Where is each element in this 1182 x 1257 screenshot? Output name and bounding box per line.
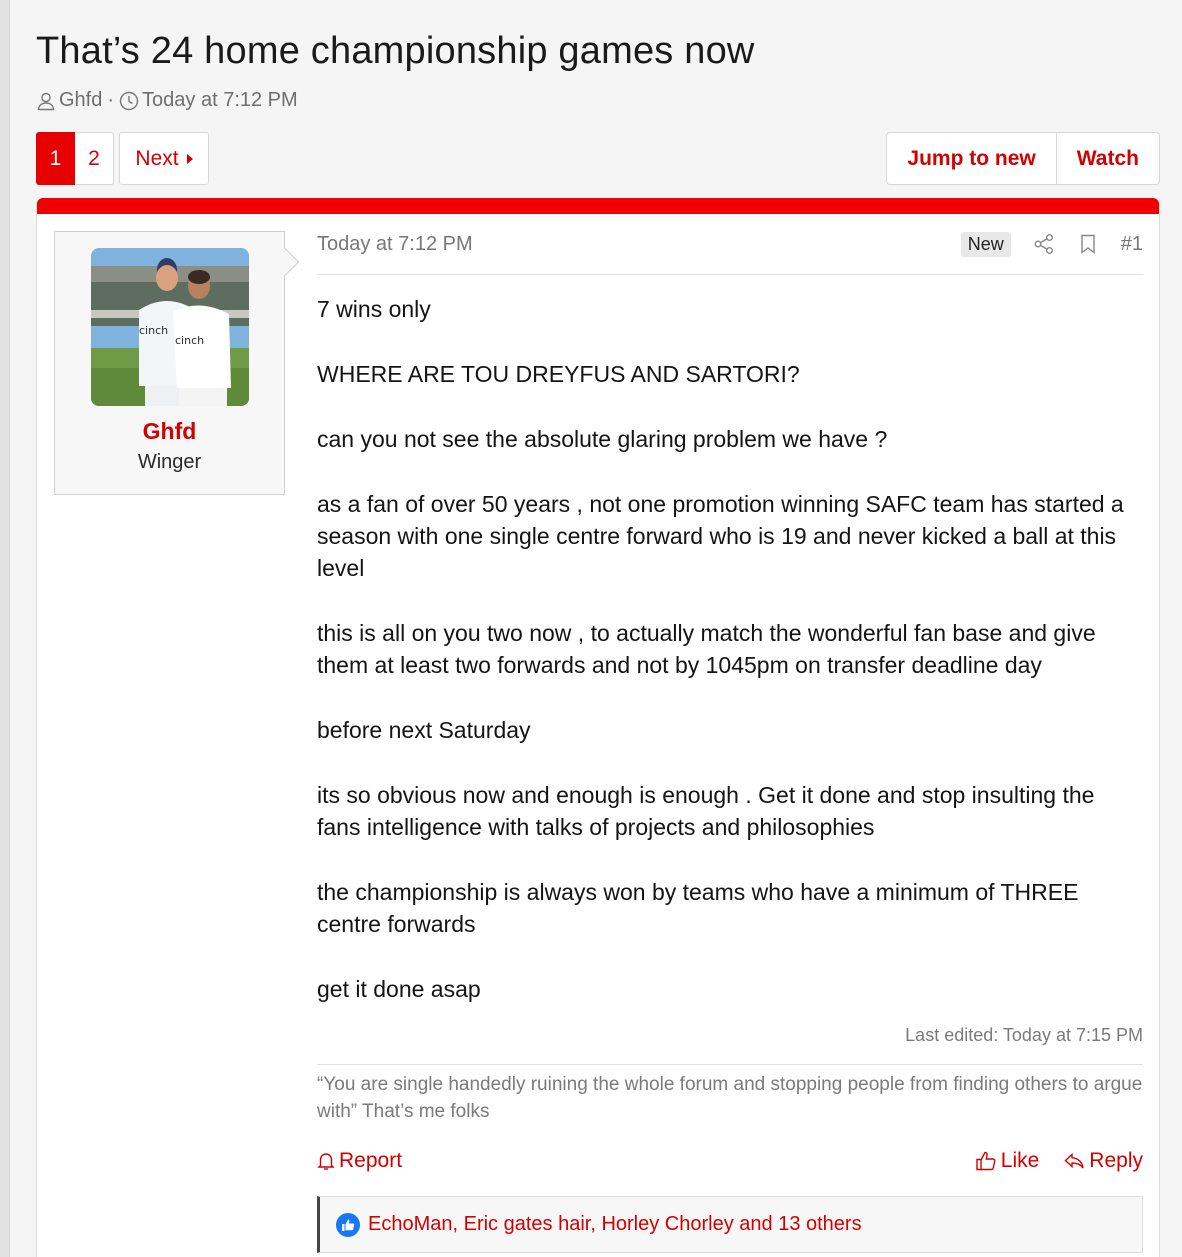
post-footer <box>317 1149 1143 1173</box>
jump-to-new-button[interactable]: Jump to new <box>907 146 1036 170</box>
bookmark-icon[interactable] <box>1077 233 1099 255</box>
reply-label: Reply <box>1089 1149 1143 1172</box>
user-title: Winger <box>137 451 202 473</box>
like-label: Like <box>1000 1149 1040 1172</box>
watch-button[interactable]: Watch <box>1056 133 1159 184</box>
reactions-list[interactable]: EchoMan, Eric gates hair, Horley Chorley and 13 others <box>368 1213 862 1235</box>
thumbs-up-icon <box>975 1150 997 1172</box>
pagination <box>36 132 209 185</box>
new-badge: New <box>961 232 1011 257</box>
user-info-panel <box>54 231 285 495</box>
share-icon[interactable] <box>1033 233 1055 255</box>
post-container <box>36 198 1160 1257</box>
clock-icon <box>119 91 139 111</box>
post-number[interactable]: #1 <box>1120 232 1143 255</box>
post-username[interactable]: Ghfd <box>142 418 197 444</box>
user-icon <box>36 91 56 111</box>
post-paragraph: get it done asap <box>317 976 481 1002</box>
reactions-bar[interactable] <box>317 1196 1143 1253</box>
post-paragraph: 7 wins only <box>317 296 431 322</box>
page-title: That’s 24 home championship games now <box>36 30 755 72</box>
thread-actions <box>886 132 1160 185</box>
like-button[interactable] <box>975 1149 1040 1173</box>
reply-icon <box>1063 1151 1085 1171</box>
svg-text:cinch: cinch <box>138 324 168 337</box>
reply-button[interactable] <box>1063 1149 1143 1173</box>
post-paragraph: can you not see the absolute glaring problem we have ? <box>317 426 888 452</box>
post-header <box>317 214 1143 275</box>
user-signature: “You are single handedly ruining the whole forum and stopping people from finding others to argue with” That’s me folks <box>317 1064 1143 1125</box>
thread-date[interactable]: Today at 7:12 PM <box>142 89 298 111</box>
post-paragraph: as a fan of over 50 years , not one promotion winning SAFC team has started a season with one single centre forward who is 19 and never kicked a ball at this level <box>317 491 1124 581</box>
svg-text:cinch: cinch <box>174 334 204 347</box>
page-left-edge <box>0 0 10 1257</box>
thread-header <box>36 30 1162 112</box>
page-2-button[interactable]: 2 <box>75 132 114 185</box>
next-label: Next <box>135 146 179 170</box>
next-page-button[interactable] <box>119 132 209 185</box>
meta-separator: · <box>107 89 115 111</box>
like-reaction-icon <box>336 1213 360 1237</box>
report-label: Report <box>339 1149 403 1172</box>
report-button[interactable] <box>317 1149 402 1173</box>
avatar[interactable] <box>91 248 249 406</box>
post-main <box>317 214 1143 1253</box>
post-paragraph: this is all on you two now , to actually match the wonderful fan base and give them at least two forwards and not by 1045pm on transfer deadline day <box>317 620 1096 678</box>
post-paragraph: its so obvious now and enough is enough . Get it done and stop insulting the fans intelligence with talks of projects and philosophies <box>317 782 1095 840</box>
page-1-button[interactable]: 1 <box>36 132 75 185</box>
post-accent-bar <box>37 198 1159 214</box>
thread-author[interactable]: Ghfd <box>59 89 103 111</box>
post-body <box>317 293 1143 1005</box>
post-paragraph: WHERE ARE TOU DREYFUS AND SARTORI? <box>317 361 800 387</box>
caret-right-icon <box>187 154 193 164</box>
panel-arrow <box>271 248 299 276</box>
post-paragraph: the championship is always won by teams who have a minimum of THREE centre forwards <box>317 879 1079 937</box>
last-edited: Last edited: Today at 7:15 PM <box>905 1025 1143 1045</box>
thread-meta <box>36 89 1162 112</box>
post-paragraph: before next Saturday <box>317 717 531 743</box>
post-date[interactable]: Today at 7:12 PM <box>317 232 473 255</box>
bell-icon <box>317 1151 335 1171</box>
